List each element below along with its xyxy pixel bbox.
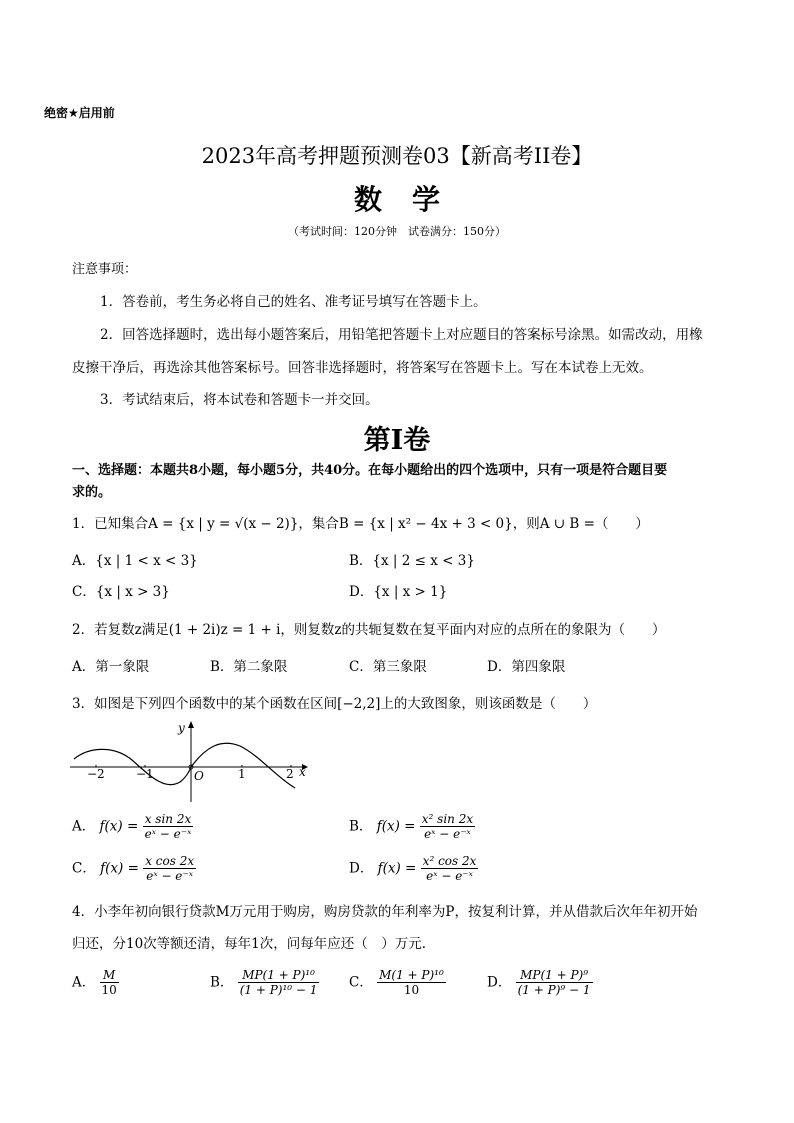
secret-mark: 绝密★启用前	[44, 106, 115, 120]
q4-option-d: D． $\frac{\text{MP(1 + P)⁹}}{\text{(1 + P)⁹ − 1}}$	[487, 968, 591, 998]
y-axis-label: y	[178, 721, 185, 735]
q2-option-d: D．第四象限	[487, 659, 566, 675]
q1-stem: 1．已知集合A = {x | y = √(x − 2)}，集合B = {x | x² − 4x + 3 < 0}，则A ∪ B =（ ）	[72, 516, 649, 532]
notes-heading: 注意事项：	[72, 262, 138, 277]
note-2-line-1: 2．回答选择题时，选出每小题答案后，用铅笔把答题卡上对应题目的答案标号涂黑。如需改动，用橡	[100, 327, 703, 343]
q2-option-a: A．第一象限	[72, 659, 150, 675]
tick-label-1: 1	[238, 767, 246, 781]
note-1: 1．答卷前，考生务必将自己的姓名、准考证号填写在答题卡上。	[100, 294, 487, 310]
q2-option-c: C．第三象限	[349, 659, 427, 675]
q1-option-c: C．{x | x > 3}	[72, 584, 170, 600]
x-axis-label: x	[299, 765, 306, 779]
q3-stem: 3．如图是下列四个函数中的某个函数在区间[−2,2]上的大致图象，则该函数是（ ）	[72, 696, 597, 712]
exam-title: 2023年高考押题预测卷03【新高考II卷】	[201, 144, 593, 168]
q4-stem-line-2: 归还，分10次等额还清，每年1次，问每年应还（ ）万元.	[72, 936, 427, 952]
q3-option-c: C． f(x) = $\frac{\text{x cos 2x}}{\text{eˣ − e⁻ˣ}}$	[72, 854, 195, 884]
subject-title: 数学	[353, 183, 470, 216]
note-3: 3．考试结束后，将本试卷和答题卡一并交回。	[100, 392, 379, 408]
note-2-line-2: 皮擦干净后，再选涂其他答案标号。回答非选择题时，将答案写在答题卡上。写在本试卷上无效。	[72, 360, 653, 376]
origin-label: O	[194, 769, 204, 783]
tick-label-minus-1: −1	[136, 767, 154, 781]
q1-option-b: B．{x | 2 ≤ x < 3}	[349, 553, 475, 569]
q2-option-b: B．第二象限	[210, 659, 288, 675]
q3-option-b: B． f(x) = $\frac{\text{x² sin 2x}}{\text{eˣ − e⁻ˣ}}$	[349, 812, 474, 842]
q4-option-c: C． $\frac{\text{M(1 + P)¹⁰}}{10}$	[349, 968, 444, 998]
q3-option-a: A． f(x) = $\frac{\text{x sin 2x}}{\text{eˣ − e⁻ˣ}}$	[72, 812, 192, 842]
q2-stem: 2．若复数z满足(1 + 2i)z = 1 + i，则复数z的共轭复数在复平面内对应的点所在的象限为（ ）	[72, 622, 666, 638]
q4-option-b: B． $\frac{\text{MP(1 + P)¹⁰}}{\text{(1 + P)¹⁰ − 1}}$	[210, 968, 318, 998]
exam-time: （考试时间：120分钟 试卷满分：150分）	[288, 225, 506, 238]
q4-option-a: A． $\frac{M}{10}$	[72, 968, 117, 998]
q1-option-d: D．{x | x > 1}	[349, 584, 448, 600]
y-axis-arrow	[188, 721, 194, 728]
function-curve	[74, 743, 295, 788]
tick-label-2: 2	[286, 767, 294, 781]
section-heading-line-1: 一、选择题：本题共8小题，每小题5分，共40分。在每小题给出的四个选项中，只有一项是符合题目要	[72, 463, 668, 478]
q1-option-a: A．{x | 1 < x < 3}	[72, 553, 198, 569]
q3-option-d: D． f(x) = $\frac{\text{x² cos 2x}}{\text{eˣ − e⁻ˣ}}$	[349, 854, 477, 884]
volume-title: 第Ⅰ卷	[363, 425, 431, 456]
q4-stem-line-1: 4．小李年初向银行贷款M万元用于购房，购房贷款的年利率为P，按复利计算，并从借款后次年年初开始	[72, 904, 698, 920]
q3-function-graph	[70, 718, 315, 803]
tick-label-minus-2: −2	[87, 767, 105, 781]
section-heading-line-2: 求的。	[72, 485, 112, 500]
